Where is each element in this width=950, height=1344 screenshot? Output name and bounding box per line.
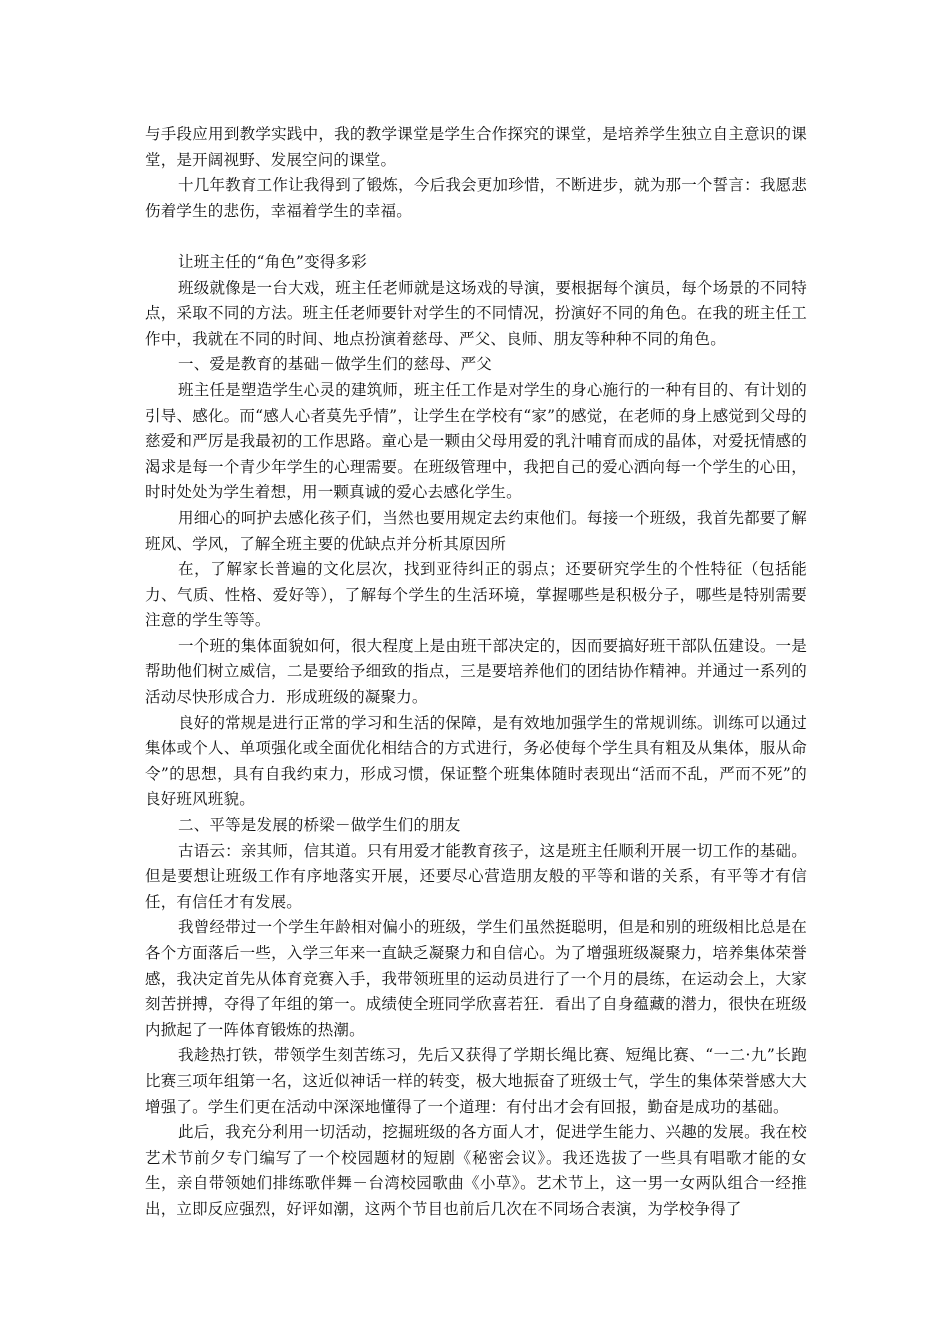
paragraph: 班主任是塑造学生心灵的建筑师，班主任工作是对学生的身心施行的一种有目的、有计划的引导、感化。而“感人心者莫先乎情”，让学生在学校有“家”的感觉，在老师的身上感觉到父母的慈爱和严厉是我最初的工作思路。童心是一颗由父母用爱的乳汁哺育而成的晶体，对爱抚情感的渴求是每一个青少年学生的心理需要。在班级管理中，我把自己的爱心洒向每一个学生的心田，时时处处为学生着想，用一颗真诚的爱心去感化学生。 [145,380,807,502]
paragraph: 在，了解家长普遍的文化层次，找到亚待纠正的弱点；还要研究学生的个性特征（包括能力、气质、性格、爱好等），了解每个学生的生活环境，掌握哪些是积极分子，哪些是特别需要注意的学生等等。 [145,560,807,630]
section-heading-1: 一、爱是教育的基础－做学生们的慈母、严父 [178,355,493,374]
section-title: 让班主任的“角色”变得多彩 [178,252,367,271]
paragraph: 十几年教育工作让我得到了锻炼，今后我会更加珍惜，不断进步，就为那一个誓言：我愿悲伤着学生的悲伤，幸福着学生的幸福。 [145,176,807,220]
paragraph: 一个班的集体面貌如何，很大程度上是由班干部决定的，因而要搞好班干部队伍建设。一是帮助他们树立威信，二是要给予细致的指点，三是要培养他们的团结协作精神。并通过一系列的活动尽快形成合力．形成班级的凝聚力。 [145,636,807,707]
paragraph: 古语云：亲其师，信其道。只有用爱才能教育孩子，这是班主任顺利开展一切工作的基础。但是要想让班级工作有序地落实开展，还要尽心营造朋友般的平等和谐的关系，有平等才有信任，有信任才有发展。 [145,841,807,911]
document-body [145,122,807,1223]
blank-line [145,224,807,250]
paragraph: 此后，我充分利用一切活动，挖掘班级的各方面人才，促进学生能力、兴趣的发展。我在校艺术节前夕专门编写了一个校园题材的短剧《秘密会议》。我还选拔了一些具有唱歌才能的女生，亲自带领她们排练歌伴舞－台湾校园歌曲《小草》。艺术节上，这一男一女两队组合一经推出，立即反应强烈，好评如潮，这两个节目也前后几次在不同场合表演，为学校争得了 [145,1123,807,1218]
paragraph: 良好的常规是进行正常的学习和生活的保障，是有效地加强学生的常规训练。训练可以通过集体或个人、单项强化或全面优化相结合的方式进行，务必使每个学生具有粗及从集体，服从命令”的思想，具有自我约束力，形成习惯，保证整个班集体随时表现出“活而不乱，严而不死”的良好班风班貌。 [145,713,807,809]
paragraph: 用细心的呵护去感化孩子们，当然也要用规定去约束他们。每接一个班级，我首先都要了解班风、学风，了解全班主要的优缺点并分析其原因所 [145,508,807,553]
paragraph: 班级就像是一台大戏，班主任老师就是这场戏的导演，要根据每个演员，每个场景的不同特点，采取不同的方法。班主任老师要针对学生的不同情况，扮演好不同的角色。在我的班主任工作中，我就在不同的时间、地点扮演着慈母、严父、良师、朋友等种种不同的角色。 [145,278,807,348]
paragraph: 与手段应用到教学实践中，我的教学课堂是学生合作探究的课堂，是培养学生独立自主意识的课堂，是开阔视野、发展空问的课堂。 [145,125,807,169]
paragraph: 我趁热打铁，带领学生刻苦练习，先后又获得了学期长绳比赛、短绳比赛、“一二·九”长跑比赛三项年组第一名，这近似神话一样的转变，极大地振奋了班级士气，学生的集体荣誉感大大增强了。学生们更在活动中深深地懂得了一个道理：有付出才会有回报，勤奋是成功的基础。 [145,1046,807,1116]
paragraph: 我曾经带过一个学生年龄相对偏小的班级，学生们虽然挺聪明，但是和别的班级相比总是在各个方面落后一些，入学三年来一直缺乏凝聚力和自信心。为了增强班级凝聚力，培养集体荣誉感，我决定首先从体育竞赛入手，我带领班里的运动员进行了一个月的晨练，在运动会上，大家刻苦拼搏，夺得了年组的第一。成绩使全班同学欣喜若狂．看出了自身蕴藏的潜力，很快在班级内掀起了一阵体育锻炼的热潮。 [145,918,807,1039]
section-heading-2: 二、平等是发展的桥梁－做学生们的朋友 [178,816,461,835]
